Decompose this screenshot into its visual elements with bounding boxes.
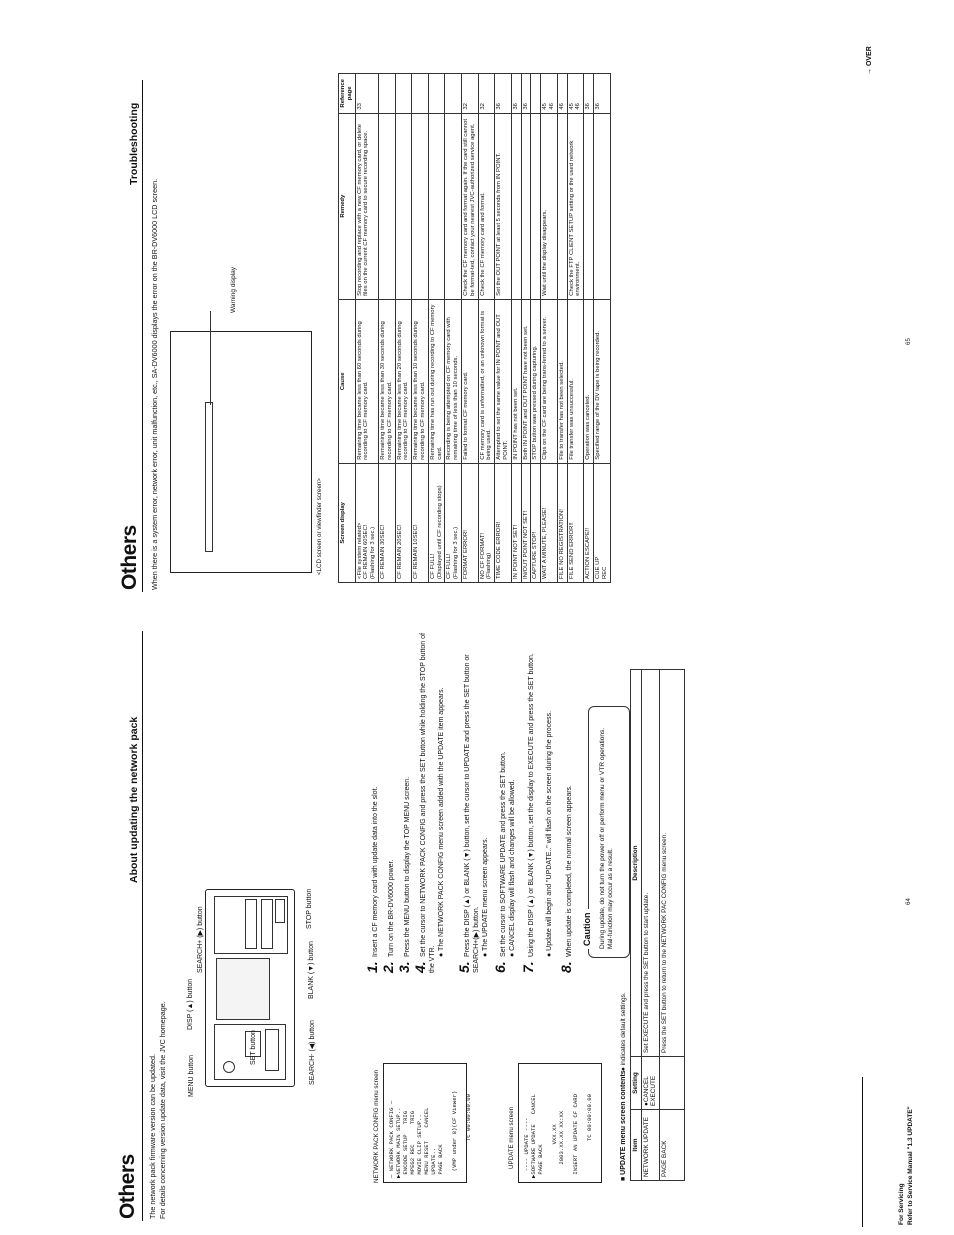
right-page-title: Others — [118, 525, 141, 590]
step-4-note: ● The NETWORK PACK CONFIG menu screen added with the UPDATE item appears. — [438, 687, 445, 957]
step-7-note: ● Update will begin and "UPDATE.." will flash on the screen during the process. — [546, 710, 553, 957]
disp-button-label: DISP (▲) button — [187, 978, 194, 1030]
col-description: Description — [631, 670, 642, 1057]
step-7: 7.Using the DISP (▲) or BLANK (▼) button, set the display to EXECUTE and press the SET button. — [520, 653, 536, 973]
step-6-note: ● CANCEL display will flash and changes will be allowed. — [509, 779, 516, 957]
step-3: 3.Press the MENU button to display the TOP MENU screen. — [396, 776, 412, 973]
caution-box — [582, 706, 630, 958]
search-minus-label: SEARCH- (◀) button — [309, 1020, 316, 1085]
right-page-number: 65 — [905, 338, 912, 345]
col-cause: Cause — [339, 299, 356, 463]
table-row: <File system related> CF REMAIN 60SEC! (Flashing for 3 sec.) Remaining time became less than 60 seconds during recording to CF memory card. Stop recording and replace with a new CF memory card, or delete files on the current CF memory card to secure recording space. 33 — [355, 74, 378, 583]
table-row: CF REMAIN 10SEC! Remaining time became less than 10 seconds during recording to CF memory card. — [412, 74, 429, 583]
contents-title: ■ UPDATE menu screen contents — [620, 1070, 627, 1181]
table-row: CF REMAIN 30SEC! Remaining time became less than 30 seconds during recording to CF memory card. — [378, 74, 395, 583]
stop-key — [275, 899, 285, 923]
col-screen-display: Screen display — [339, 463, 356, 582]
lcd-caption: <LCD screen or viewfinder screen> — [316, 478, 323, 575]
col-setting: Setting — [631, 1057, 642, 1110]
menu-button-label: MENU button — [188, 1054, 195, 1097]
step-2: 2.Turn on the BR-DV6000 power. — [380, 859, 396, 973]
table-row — [659, 670, 684, 1181]
contents-note: ● indicates default settings. — [620, 992, 627, 1071]
cell-item: PAGE BACK — [659, 1110, 684, 1181]
step-4: 4.Set the cursor to NETWORK PACK CONFIG and press the SET button while holding the STOP button of the VTR. — [412, 633, 436, 973]
table-row: CAPTURE STOP! STOP button was pressed during capturing. — [531, 74, 541, 583]
update-section-rule — [142, 633, 143, 883]
table-row: CF FULL! (Flashing for 3 sec.) Recording is being attempted on CF memory card with remaining time of less than 10 seconds. — [445, 74, 462, 583]
warning-display-bar — [205, 402, 213, 552]
table-row — [641, 670, 659, 1181]
warning-label: Warning display — [230, 266, 237, 313]
transport-row-1 — [245, 899, 257, 949]
col-remedy: Remedy — [339, 113, 356, 299]
trouble-header-row — [339, 74, 356, 583]
table-header-row — [631, 670, 642, 1181]
menu1-caption: NETWORK PACK CONFIG menu screen — [373, 1070, 380, 1183]
table-row: ACTION ESCAPE!! Operation was canceled. 36 — [584, 74, 594, 583]
stop-button-label: STOP button — [306, 888, 313, 929]
update-contents-table — [630, 669, 685, 1181]
right-title-rule — [142, 80, 143, 592]
servicing-title: For Servicing — [898, 1183, 905, 1225]
menu1-screen — [383, 1063, 472, 1183]
step-5-note: ● The UPDATE menu screen appears. — [482, 837, 489, 957]
left-page-number: 64 — [905, 898, 912, 905]
step-5: 5.Press the DISP (▲) or BLANK (▼) button, set the cursor to UPDATE and press the SET button or SEARCH+(▶) button. — [456, 654, 480, 973]
cell-description: Set EXECUTE and press the SET button to start update. — [641, 670, 659, 1057]
left-intro-2: For details concerning version update data, visit the JVC homepage. — [158, 1001, 167, 1219]
step-1: 1.Insert a CF memory card with update data into the slot. — [364, 786, 380, 973]
over-indicator: → OVER — [866, 46, 873, 75]
servicing-reference: Refer to Service Manual "1.3 UPDATE" — [907, 1106, 914, 1225]
transport-key-group — [214, 896, 288, 954]
col-reference-page: Reference page — [339, 74, 356, 114]
menu2-caption: UPDATE menu screen — [508, 1106, 515, 1169]
lcd-frame — [170, 331, 312, 573]
power-knob — [223, 1061, 235, 1073]
menu2-screen — [518, 1063, 602, 1183]
cursor-key-group — [265, 1029, 279, 1071]
table-row: TIME CODE ERROR! Attempted to set the same value for IN POINT and OUT POINT. Set the OUT POINT at least 5 seconds from IN POINT. 36 — [495, 74, 512, 583]
table-row: FILE NO REGISTRATION! File to transfer has not been selected. 46 — [557, 74, 567, 583]
transport-row-2 — [261, 899, 273, 949]
cell-description: Press the SET button to return to the NETWORK PAC CONFIG menu screen. — [659, 670, 684, 1057]
cell-setting: ●CANCEL EXECUTE — [641, 1057, 659, 1110]
lcd-screen — [216, 958, 270, 1020]
left-page-title: Others — [116, 1154, 139, 1219]
caution-title: Caution — [582, 910, 592, 950]
troubleshooting-title: Troubleshooting — [128, 102, 140, 185]
menu2-lines: ---- UPDATE ---- ▶SOFTWARE UPDATE CANCEL PAGE BACK VXX.XX 2003.XX.XX XX:XX INSERT AN UPDATE CF CARD TC 00:00:00.00 — [523, 1094, 593, 1178]
table-row: WAIT A MINUTE, PLEASE! Clips on the CF card are being trans-ferred to a server. Wait until the display disappears. 45 46 — [541, 74, 558, 583]
update-section-title: About updating the network pack — [128, 716, 140, 883]
table-row: FORMAT ERROR! Failed to format CF memory card. Check the CF memory card and format again. If the card still cannot be format-ted, contact your nearest JVC-authorized service agent. 32 — [461, 74, 478, 583]
table-row: CF FULL! (Displayed until CF recording stops) Remaining time has run out during recording to CF memory card. — [428, 74, 445, 583]
right-intro: When there is a system error, network error, unit malfunction, etc., SA-DV6000 displays the error on the BR-DV6000 LCD screen. — [150, 178, 159, 590]
left-intro-1: The network pack firmware version can be updated. — [148, 1054, 157, 1219]
table-row: FILE SEND ERROR!! File transfer was unsuccessful. Check the FTP CLIENT SETUP setting or the used network environment. 45 46 — [567, 74, 584, 583]
warning-leader — [210, 311, 211, 405]
step-6: 6.Set the cursor to SOFTWARE UPDATE and press the SET button. — [492, 751, 508, 973]
blank-button-label: BLANK (▼) button — [308, 941, 315, 999]
table-row: CF REMAIN 20SEC! Remaining time became less than 20 seconds during recording to CF memory card. — [395, 74, 412, 583]
col-item: Item — [631, 1110, 642, 1181]
table-row: NO CF FORMAT! (Flashing) CF memory card is unformatted, or an unknown format is being used. Check the CF memory card and format. 32 — [478, 74, 495, 583]
cell-item: NETWORK UPDATE — [641, 1110, 659, 1181]
menu1-lines: — NETWORK PACK CONFIG — ▶NETWORK MAIN SETUP.. ENCODE SETUP TRIG MPEG2 REC TRIG MOVIE CLIP SETUP.. MENU RESET CANCEL UPDATE.. PAGE BACK (VMP under 8)(CF Viewer) TC 00:00:00.00 — [388, 1090, 472, 1178]
table-row: CUE UP REC Specified range of the DV tape is being recorded. 36 — [593, 74, 610, 583]
search-plus-label: SEARCH+ (▶) button — [197, 906, 204, 973]
set-button-label: SET button — [250, 1030, 257, 1065]
troubleshooting-table — [338, 73, 611, 583]
caution-text: During update, do not turn the power off or perform menu or VTR operations. Mal-function may occur as a result. — [599, 728, 614, 949]
table-row: IN POINT NOT SET! IN POINT has not been set. 36 — [511, 74, 521, 583]
cell-setting — [659, 1057, 684, 1110]
table-row: IN/OUT POINT NOT SET! Both IN POINT and OUT POINT have not been set. 36 — [521, 74, 531, 583]
step-8: 8.When update is completed, the normal screen appears. — [558, 785, 574, 973]
servicing-rule — [862, 1077, 863, 1227]
